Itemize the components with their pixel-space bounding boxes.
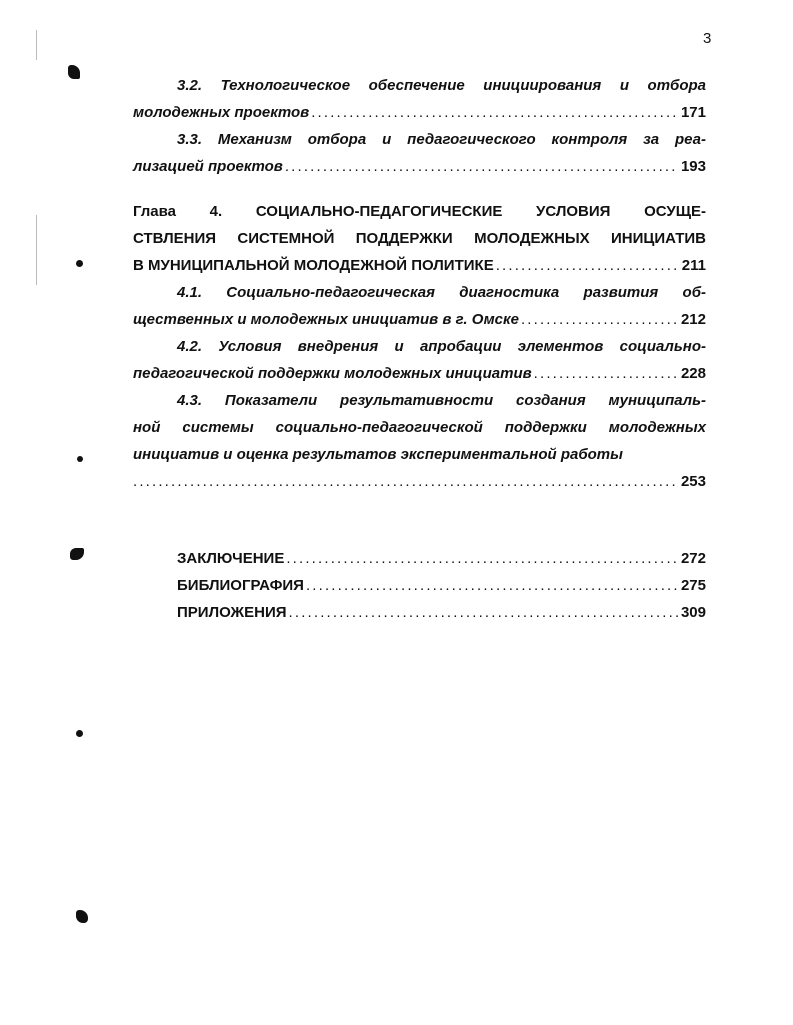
page-number: 3 bbox=[703, 30, 712, 47]
toc-entry-4-3 bbox=[133, 387, 706, 495]
toc-entry-3-2 bbox=[133, 72, 706, 126]
page-ref: 171 bbox=[680, 104, 706, 121]
toc-conclusion bbox=[177, 545, 706, 572]
margin-blot bbox=[70, 548, 84, 560]
toc-entry-4-1 bbox=[133, 279, 706, 333]
dot-leader bbox=[133, 468, 679, 495]
dot-leader bbox=[311, 99, 679, 126]
toc-entry-label: ПРИЛОЖЕНИЯ bbox=[177, 604, 287, 621]
dot-leader bbox=[289, 599, 679, 626]
toc-bibliography bbox=[177, 572, 706, 599]
margin-blot bbox=[76, 910, 88, 923]
toc-entry-line: педагогической поддержки молодежных инициатив bbox=[133, 365, 532, 382]
page-ref: 228 bbox=[680, 365, 706, 382]
toc-entry-label: БИБЛИОГРАФИЯ bbox=[177, 577, 304, 594]
toc-chapter-4 bbox=[133, 198, 706, 279]
toc-entry-line: щественных и молодежных инициатив в г. Омске bbox=[133, 311, 519, 328]
toc-entry-line: 3.2. Технологическое обеспечение инициирования и отбора bbox=[177, 77, 706, 94]
page-ref: 211 bbox=[681, 257, 706, 274]
punch-hole-mark bbox=[76, 260, 83, 267]
toc-entry-line: 4.2. Условия внедрения и апробации элементов социально- bbox=[177, 338, 706, 355]
dot-leader bbox=[534, 360, 679, 387]
punch-hole-mark bbox=[77, 456, 83, 462]
page-ref: 275 bbox=[680, 577, 706, 594]
margin-scan-line bbox=[36, 215, 37, 285]
toc-entry-label: ЗАКЛЮЧЕНИЕ bbox=[177, 550, 285, 567]
toc-entry-3-3 bbox=[133, 126, 706, 180]
toc-entry-line: лизацией проектов bbox=[133, 158, 283, 175]
page-ref: 309 bbox=[680, 604, 706, 621]
dot-leader bbox=[306, 572, 679, 599]
toc-appendices bbox=[177, 599, 706, 626]
margin-blot bbox=[68, 65, 80, 79]
dot-leader bbox=[521, 306, 679, 333]
dot-leader bbox=[286, 545, 679, 572]
page-ref: 193 bbox=[680, 158, 706, 175]
page-ref: 253 bbox=[680, 473, 706, 490]
toc-entry-4-2 bbox=[133, 333, 706, 387]
toc-entry-line: 3.3. Механизм отбора и педагогического контроля за реа- bbox=[177, 131, 706, 148]
toc-entry-line: 4.3. Показатели результативности создания муниципаль- bbox=[177, 392, 706, 409]
dot-leader bbox=[496, 252, 680, 279]
page-ref: 212 bbox=[680, 311, 706, 328]
page-ref: 272 bbox=[680, 550, 706, 567]
punch-hole-mark bbox=[76, 730, 83, 737]
table-of-contents bbox=[133, 72, 706, 626]
toc-entry-line: ной системы социально-педагогической поддержки молодежных bbox=[133, 419, 706, 436]
toc-entry-line: СТВЛЕНИЯ СИСТЕМНОЙ ПОДДЕРЖКИ МОЛОДЕЖНЫХ ИНИЦИАТИВ bbox=[133, 230, 706, 247]
toc-entry-line: В МУНИЦИПАЛЬНОЙ МОЛОДЕЖНОЙ ПОЛИТИКЕ bbox=[133, 257, 494, 274]
toc-entry-line: Глава 4. СОЦИАЛЬНО-ПЕДАГОГИЧЕСКИЕ УСЛОВИЯ ОСУЩЕ- bbox=[133, 203, 706, 220]
toc-entry-line: молодежных проектов bbox=[133, 104, 310, 121]
toc-entry-line: 4.1. Социально-педагогическая диагностика развития об- bbox=[177, 284, 706, 301]
margin-scan-line bbox=[36, 30, 37, 60]
toc-entry-line: инициатив и оценка результатов экспериментальной работы bbox=[133, 446, 623, 463]
dot-leader bbox=[285, 153, 679, 180]
